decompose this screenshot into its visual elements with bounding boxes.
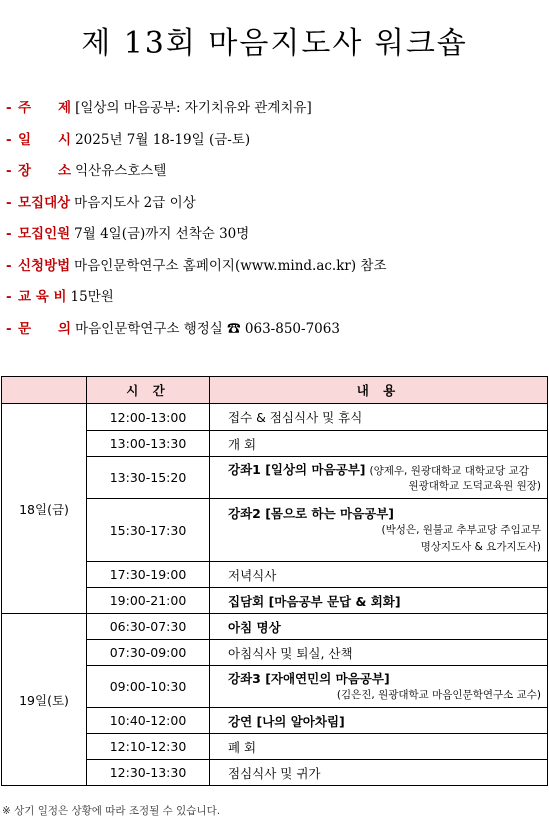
info-label: 일 시 [18,131,72,148]
lecturer-info: 원광대학교 도덕교육원 원장) [408,480,541,492]
time-cell: 12:10-12:30 [87,734,210,760]
info-value: 익산유스호스텔 [75,163,167,179]
content-cell: 집담회 [마음공부 문답 & 회화] [210,588,548,614]
info-list [6,97,546,349]
info-place: - 장 소 익산유스호스텔 [6,160,546,192]
time-cell: 12:00-13:00 [87,404,210,431]
day-cell: 18일(금) [2,404,87,614]
table-header-row [2,377,548,404]
content-cell: 폐 회 [210,734,548,760]
content-cell: 점심식사 및 귀가 [210,760,548,786]
time-cell: 06:30-07:30 [87,614,210,640]
info-capacity: - 모집인원 7월 4일(금)까지 선착순 30명 [6,223,546,255]
lecturer-info: (김은진, 원광대학교 마음인문학연구소 교수) [336,689,541,701]
time-cell: 10:40-12:00 [87,708,210,734]
info-label: 모집대상 [18,194,71,211]
info-value: [일상의 마음공부: 자기치유와 관계치유] [75,100,312,116]
time-cell: 12:30-13:30 [87,760,210,786]
info-label: 주 제 [18,100,72,116]
info-label: 문 의 [18,320,72,337]
info-value: 마음인문학연구소 행정실 ☎ 063-850-7063 [75,320,340,337]
time-cell: 07:30-09:00 [87,640,210,666]
info-label: 장 소 [18,163,72,179]
content-cell [210,666,548,708]
footnote: ※ 상기 일정은 상황에 따라 조정될 수 있습니다. [2,805,221,817]
content-cell: 개 회 [210,431,548,457]
content-cell [210,457,548,499]
table-row [2,404,548,431]
info-target: - 모집대상 마음지도사 2급 이상 [6,192,546,224]
lecturer-info: 명상지도사 & 요가지도사) [420,541,541,553]
lecturer-info: (양제우, 원광대학교 대학교당 교감 [369,465,529,477]
info-value: 2025년 7월 18-19일 (금-토) [75,131,251,148]
info-date: - 일 시 2025년 7월 18-19일 (금-토) [6,129,546,161]
info-label: 교 육 비 [18,289,67,305]
content-cell: 아침식사 및 퇴실, 산책 [210,640,548,666]
time-cell: 13:30-15:20 [87,457,210,499]
lecture-title: 강좌3 [자애연민의 마음공부] [228,671,390,686]
content-cell: 강연 [나의 알아차림] [210,708,548,734]
time-cell: 19:00-21:00 [87,588,210,614]
info-label: 신청방법 [18,257,71,274]
page-title: 제 13회 마음지도사 워크숍 [81,26,468,61]
time-cell: 17:30-19:00 [87,562,210,588]
content-cell: 아침 명상 [210,614,548,640]
lecture-title: 강좌1 [일상의 마음공부] [228,462,366,477]
lecture-title: 강좌2 [몸으로 하는 마음공부] [228,506,395,521]
content-cell [210,499,548,562]
header-day [2,377,87,404]
info-topic: - 주 제 [일상의 마음공부: 자기치유와 관계치유] [6,97,546,129]
info-value: 마음지도사 2급 이상 [74,194,196,211]
info-label: 모집인원 [18,226,71,242]
time-cell: 09:00-10:30 [87,666,210,708]
content-cell: 접수 & 점심식사 및 휴식 [210,404,548,431]
info-apply: - 신청방법 마음인문학연구소 홈페이지(www.mind.ac.kr) 참조 [6,255,546,287]
day-cell: 19일(토) [2,614,87,786]
table-row [2,614,548,640]
header-content: 내 용 [210,377,548,404]
info-fee: - 교 육 비 15만원 [6,286,546,318]
lecturer-info: (박성은, 원불교 추부교당 주임교무 [381,524,541,536]
info-contact: - 문 의 마음인문학연구소 행정실 ☎ 063-850-7063 [6,318,546,350]
time-cell: 15:30-17:30 [87,499,210,562]
info-value: 7월 4일(금)까지 선착순 30명 [74,226,250,242]
time-cell: 13:00-13:30 [87,431,210,457]
content-cell: 저녁식사 [210,562,548,588]
info-value: 15만원 [70,289,114,305]
schedule-table [1,376,548,786]
header-time: 시 간 [87,377,210,404]
info-value: 마음인문학연구소 홈페이지(www.mind.ac.kr) 참조 [74,257,387,274]
